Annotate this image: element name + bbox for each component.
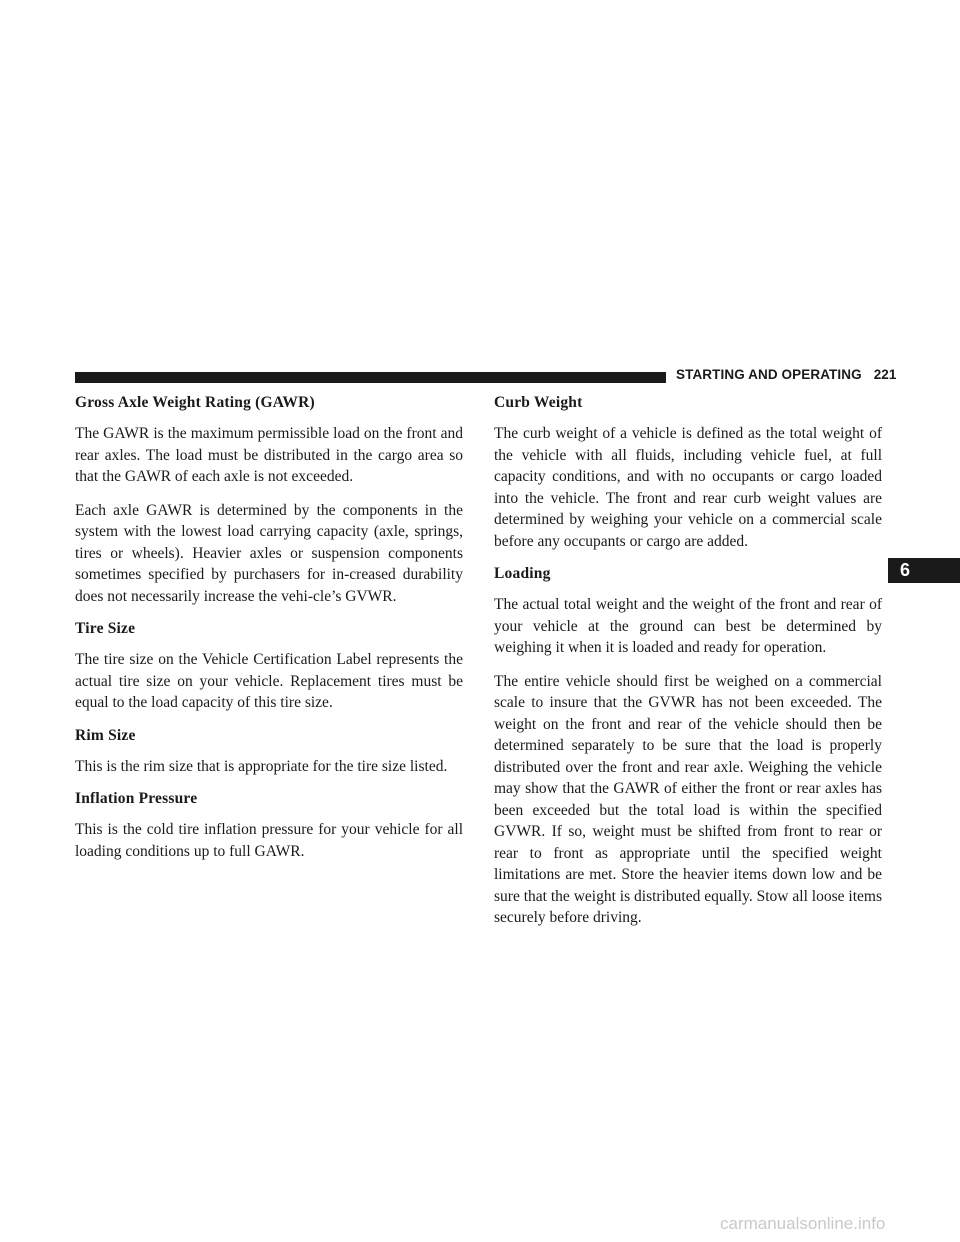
paragraph: This is the cold tire inflation pressure for your vehicle for all loading conditions up to full GAWR. — [75, 821, 463, 860]
heading-gawr: Gross Axle Weight Rating (GAWR) — [75, 394, 315, 411]
heading-inflation-pressure: Inflation Pressure — [75, 790, 198, 807]
section-title: STARTING AND OPERATING — [676, 367, 862, 382]
paragraph: Each axle GAWR is determined by the components in the system with the lowest load carrying capacity (axle, springs, tires or wheels). Heavier axles or suspension components sometimes specified by purchasers for in-creased durability does not necessarily increase the vehi-cle’s GVWR. — [75, 501, 463, 605]
paragraph: This is the rim size that is appropriate for the tire size listed. — [75, 757, 448, 775]
header-rule — [75, 372, 666, 383]
heading-tire-size: Tire Size — [75, 620, 136, 637]
right-column — [494, 393, 882, 941]
paragraph: The curb weight of a vehicle is defined as the total weight of the vehicle with all fluids, including vehicle fuel, at full capacity conditions, and with no occupants or cargo loaded into the vehicle. The front and rear curb weight values are determined by weighing your vehicle on a commercial scale before any occupants or cargo are added. — [494, 425, 882, 550]
paragraph: The actual total weight and the weight of the front and rear of your vehicle at the ground can best be determined by weighing it when it is loaded and ready for operation. — [494, 596, 882, 656]
running-header — [676, 367, 897, 382]
paragraph: The tire size on the Vehicle Certification Label represents the actual tire size on your vehicle. Replacement tires must be equal to the load capacity of this tire size. — [75, 651, 463, 711]
paragraph: The GAWR is the maximum permissible load on the front and rear axles. The load must be distributed in the cargo area so that the GAWR of each axle is not exceeded. — [75, 425, 463, 485]
paragraph: The entire vehicle should first be weighed on a commercial scale to insure that the GVWR has not been exceeded. The weight on the front and rear of the vehicle should then be determined separately to be sure that the load is properly distributed over the front and rear axle. Weighing the vehicle may show that the GAWR of either the front or rear axles has been exceeded but the total load is within the specified GVWR. If so, weight must be shifted from front to rear or rear to front as appropriate until the specified weight limitations are met. Store the heavier items down low and be sure that the weight is distributed equally. Stow all loose items securely before driving. — [494, 672, 882, 926]
heading-rim-size: Rim Size — [75, 726, 136, 744]
left-column — [75, 393, 463, 874]
heading-loading: Loading — [494, 565, 551, 582]
chapter-tab: 6 — [888, 558, 960, 583]
watermark: carmanualsonline.info — [720, 1214, 886, 1233]
heading-curb-weight: Curb Weight — [494, 394, 583, 411]
page-number: 221 — [873, 367, 897, 382]
